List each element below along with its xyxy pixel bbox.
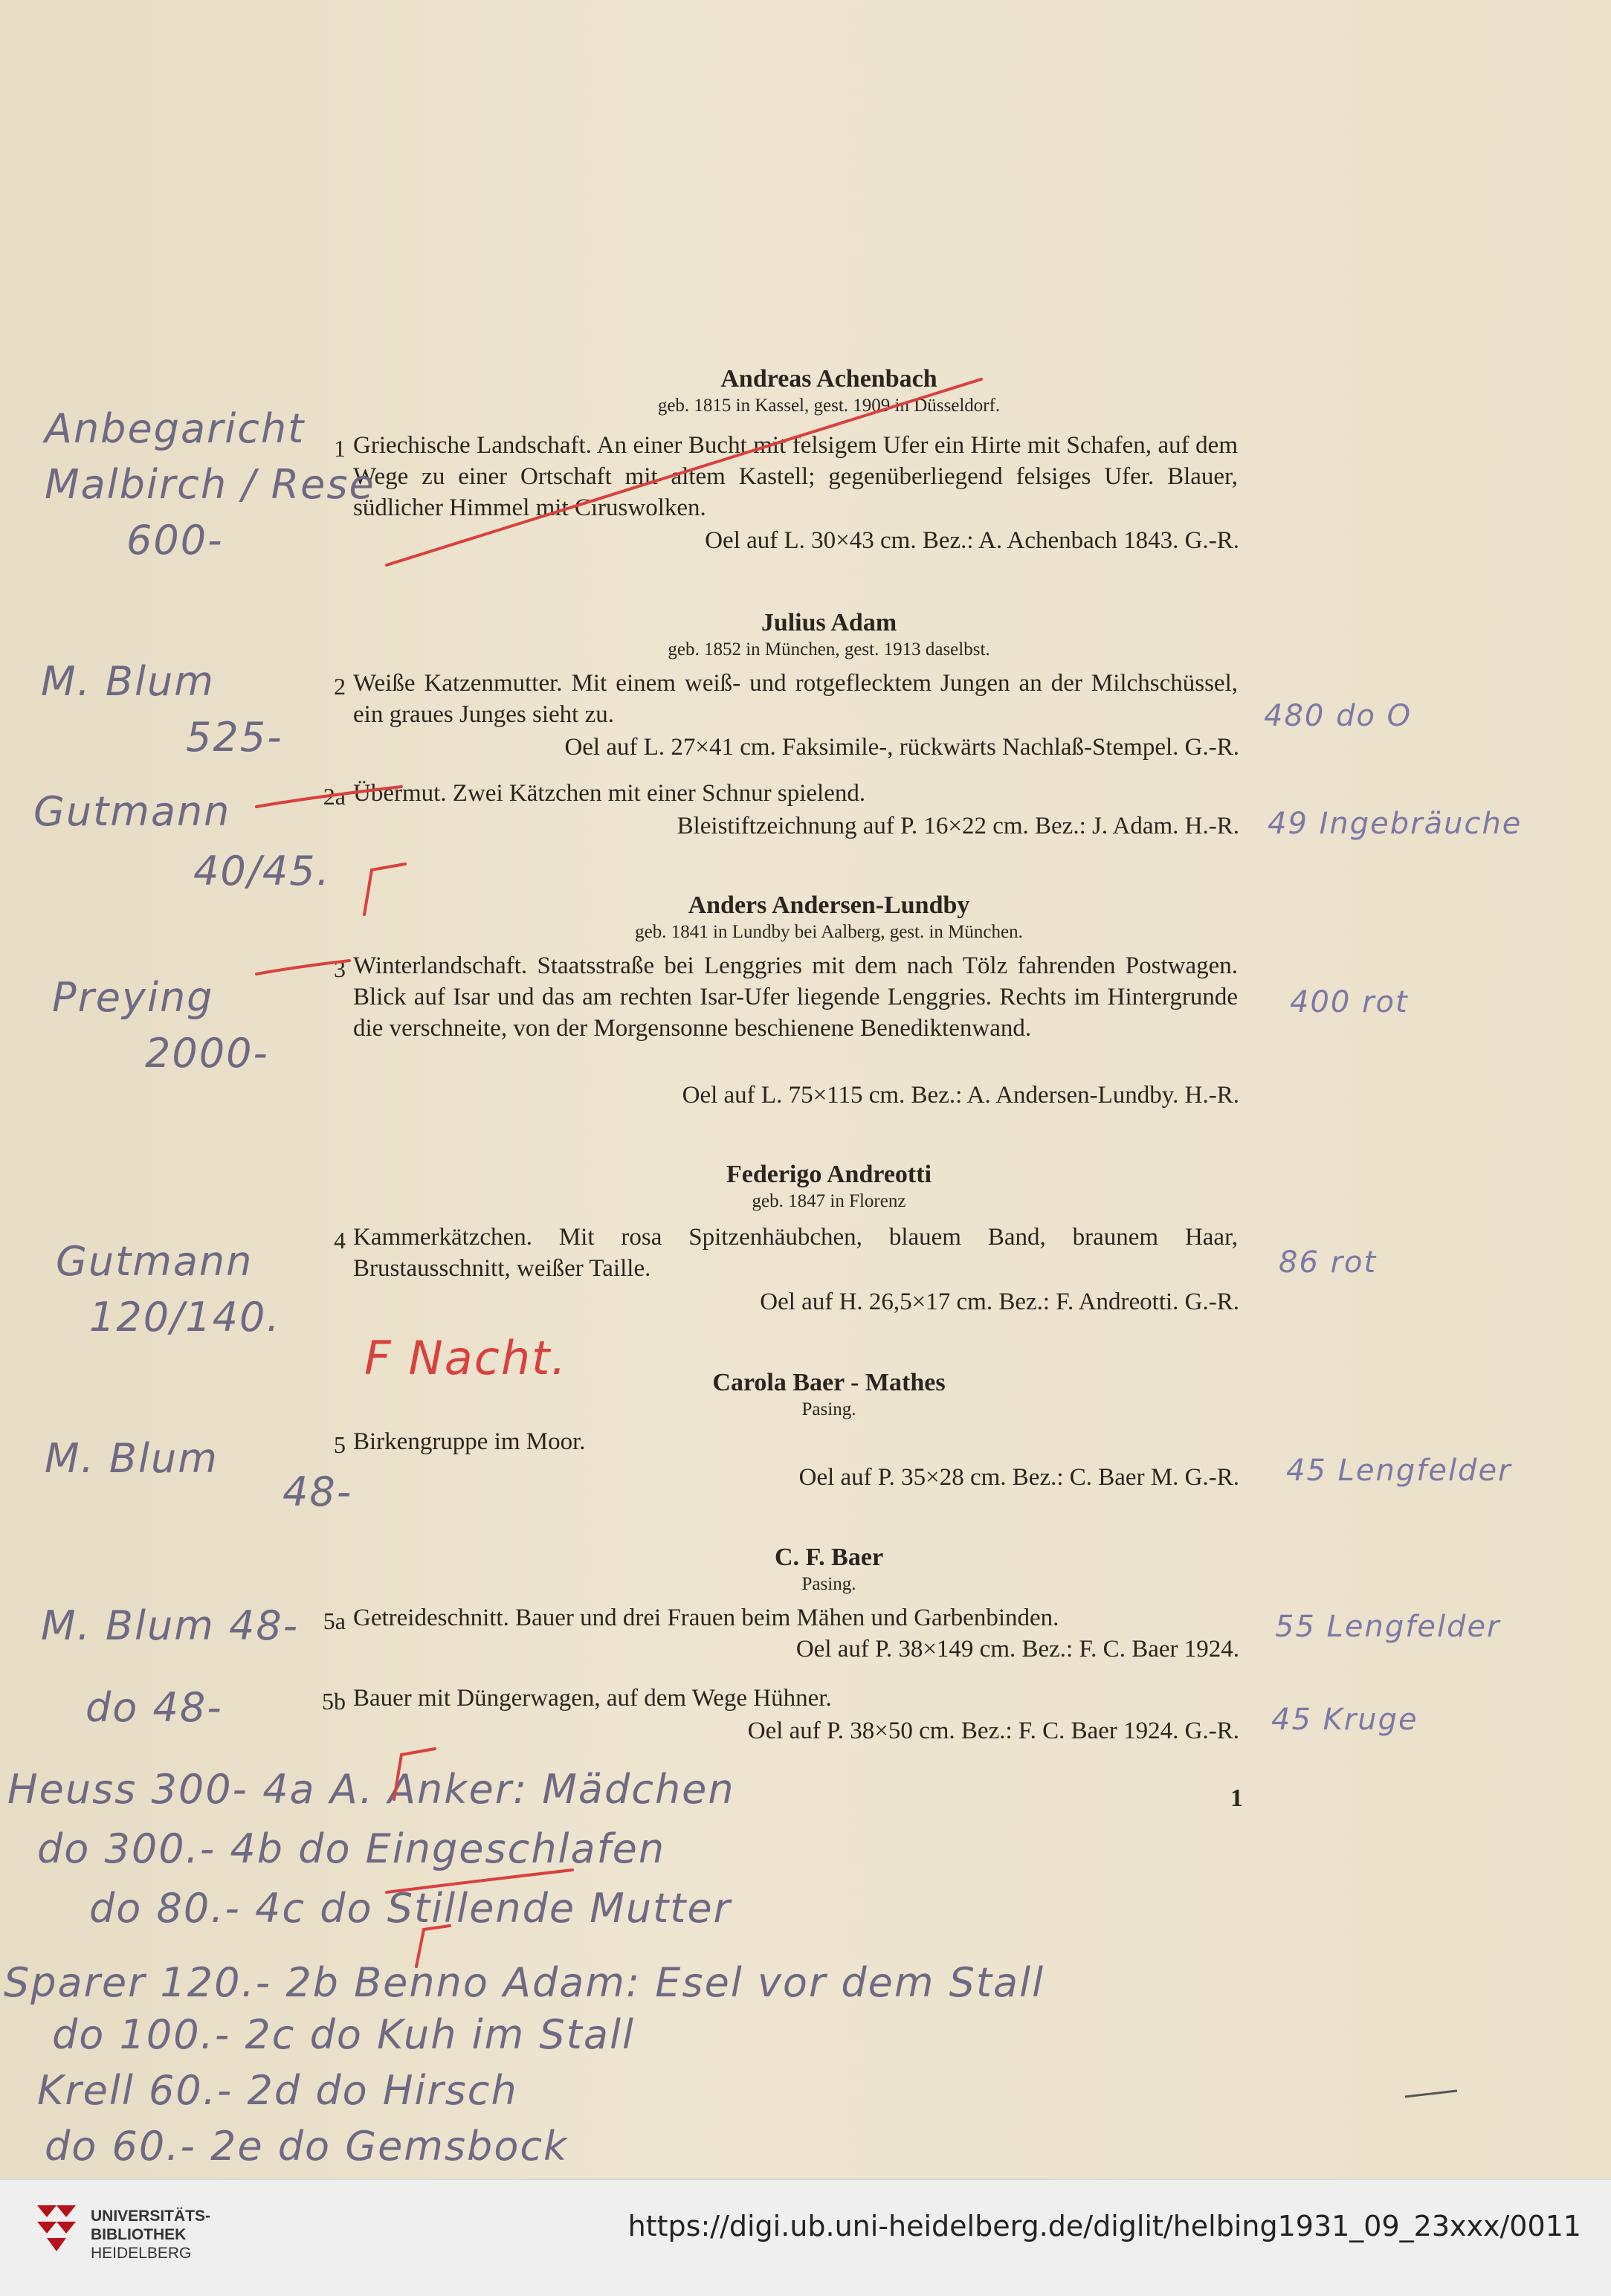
artist-bio: Pasing. — [801, 1574, 856, 1594]
lot-number: 1 — [334, 435, 346, 462]
artist-name: Julius Adam — [761, 609, 897, 636]
handwritten-note: 45 Lengfelder — [1286, 1454, 1512, 1488]
artist-name: Federigo Andreotti — [726, 1161, 932, 1188]
handwritten-note: Anbegaricht — [45, 405, 306, 452]
lot-number: 2a — [323, 783, 346, 810]
artist-name: Anders Andersen-Lundby — [688, 891, 970, 919]
lot-meta: Oel auf L. 75×115 cm. Bez.: A. Andersen-Lundby. H.-R. — [682, 1082, 1239, 1109]
library-logo-text — [91, 2207, 210, 2263]
handwritten-note: do 60.- 2e do Gemsbock — [45, 2123, 569, 2170]
f-mark — [364, 864, 405, 915]
handwritten-note: Gutmann — [56, 1238, 254, 1285]
handwritten-note: M. Blum — [41, 658, 215, 705]
handwritten-note: do 300.- 4b do Eingeschlafen — [37, 1825, 666, 1872]
lot-number: 2 — [334, 673, 346, 700]
handwritten-note: 45 Kruge — [1271, 1703, 1418, 1737]
lot-number: 3 — [334, 955, 346, 982]
lot-description: Griechische Landschaft. An einer Bucht mit felsigem Ufer ein Hirte mit Schafen, auf dem Wege zu einer Ortschaft mit altem Kastell; gegenüberliegend felsiges Ufer. Blauer, südlicher Himmel mit Ciruswolken. — [353, 432, 1238, 521]
strike-mark — [256, 787, 401, 807]
artist-bio: Pasing. — [801, 1399, 856, 1419]
strike-mark — [256, 961, 349, 974]
artist-name: C. F. Baer — [774, 1544, 884, 1571]
handwritten-note: 86 rot — [1279, 1245, 1378, 1280]
lot-number: 5b — [322, 1688, 346, 1715]
handwritten-note: 2000- — [145, 1030, 269, 1077]
handwritten-note: 525- — [186, 714, 283, 761]
artist-bio: geb. 1841 in Lundby bei Aalberg, gest. in München. — [635, 922, 1023, 942]
logo-line: BIBLIOTHEK — [91, 2226, 187, 2243]
viewer-footer — [0, 2179, 1611, 2296]
lot-meta: Oel auf L. 27×41 cm. Faksimile-, rückwärts Nachlaß-Stempel. G.-R. — [564, 734, 1239, 761]
lot-meta: Oel auf P. 38×50 cm. Bez.: F. C. Baer 1924. G.-R. — [747, 1718, 1239, 1744]
lot-description: Getreideschnitt. Bauer und drei Frauen beim Mähen und Garbenbinden. — [353, 1605, 1059, 1631]
handwritten-note: Preying — [52, 974, 214, 1021]
handwritten-note: 120/140. — [89, 1294, 281, 1341]
handwritten-note: 40/45. — [193, 848, 331, 894]
handwritten-note: do 48- — [85, 1684, 223, 1731]
handwritten-note: M. Blum 48- — [41, 1602, 300, 1649]
lot-description: Übermut. Zwei Kätzchen mit einer Schnur spielend. — [353, 780, 866, 807]
lot-meta: Oel auf H. 26,5×17 cm. Bez.: F. Andreotti. G.-R. — [760, 1289, 1239, 1315]
university-logo-icon — [34, 2202, 79, 2254]
artist-name: Carola Baer - Mathes — [712, 1369, 946, 1396]
handwritten-note: Malbirch / Rese — [45, 461, 375, 508]
strike-mark — [387, 1870, 572, 1892]
handwritten-note: 55 Lengfelder — [1275, 1610, 1501, 1644]
f-mark — [394, 1749, 435, 1799]
lot-meta: Oel auf P. 35×28 cm. Bez.: C. Baer M. G.-R. — [798, 1464, 1239, 1491]
lot-description: Kammerkätzchen. Mit rosa Spitzenhäubchen, blauem Band, braunem Haar, Brustausschnitt, weißer Taille. — [353, 1224, 1238, 1282]
logo-line: UNIVERSITÄTS- — [91, 2208, 211, 2225]
handwritten-note: Heuss 300- 4a A. Anker: Mädchen — [7, 1766, 735, 1813]
handwritten-note: 480 do O — [1264, 699, 1413, 733]
lot-description: Weiße Katzenmutter. Mit einem weiß- und rotgeflecktem Jungen an der Milchschüssel, ein graues Junges sieht zu. — [353, 670, 1238, 728]
handwritten-note: 400 rot — [1290, 985, 1409, 1019]
handwritten-note: 48- — [283, 1468, 353, 1515]
permalink-url[interactable]: https://digi.ub.uni-heidelberg.de/diglit/helbing1931_09_23xxx/0011 — [627, 2210, 1581, 2242]
lot-meta: Oel auf L. 30×43 cm. Bez.: A. Achenbach 1843. G.-R. — [705, 527, 1239, 554]
lot-description: Bauer mit Düngerwagen, auf dem Wege Hühner. — [353, 1685, 832, 1712]
lot-number: 5a — [323, 1607, 346, 1634]
handwritten-note: Krell 60.- 2d do Hirsch — [37, 2067, 518, 2114]
handwritten-note: Gutmann — [33, 788, 231, 835]
logo-line: HEIDELBERG — [91, 2245, 192, 2262]
handwritten-note: do 100.- 2c do Kuh im Stall — [52, 2011, 635, 2058]
handwritten-note: do 80.- 4c do Stillende Mutter — [89, 1885, 732, 1932]
handwritten-note-red: F Nacht. — [364, 1331, 568, 1385]
lot-meta: Oel auf P. 38×149 cm. Bez.: F. C. Baer 1924. — [795, 1636, 1239, 1663]
page-number: 1 — [1230, 1784, 1243, 1812]
f-mark — [416, 1926, 450, 1967]
handwritten-note: 600- — [126, 517, 224, 564]
artist-bio: geb. 1847 in Florenz — [752, 1191, 906, 1211]
handwritten-note: M. Blum — [45, 1435, 219, 1482]
lot-description: Winterlandschaft. Staatsstraße bei Lenggries mit dem nach Tölz fahrenden Postwagen. Blick auf Isar und das am rechten Isar-Ufer liegende Lenggries. Rechts im Hintergrunde die verschneite, von der Morgensonne beschienene Benediktenwand. — [353, 952, 1238, 1042]
lot-number: 4 — [334, 1227, 346, 1254]
strike-through-mark — [387, 379, 981, 565]
artist-bio: geb. 1852 in München, gest. 1913 daselbst. — [668, 639, 990, 660]
lot-description: Birkengruppe im Moor. — [353, 1428, 586, 1455]
lot-meta: Bleistiftzeichnung auf P. 16×22 cm. Bez.: J. Adam. H.-R. — [677, 813, 1239, 839]
artist-name: Andreas Achenbach — [720, 365, 937, 393]
pen-stroke — [1405, 2091, 1457, 2097]
handwritten-note: Sparer 120.- 2b Benno Adam: Esel vor dem Stall — [4, 1959, 1045, 2006]
lot-number: 5 — [334, 1431, 346, 1458]
artist-bio: geb. 1815 in Kassel, gest. 1909 in Düsseldorf. — [657, 396, 1001, 416]
handwritten-note: 49 Ingebräuche — [1268, 807, 1523, 841]
